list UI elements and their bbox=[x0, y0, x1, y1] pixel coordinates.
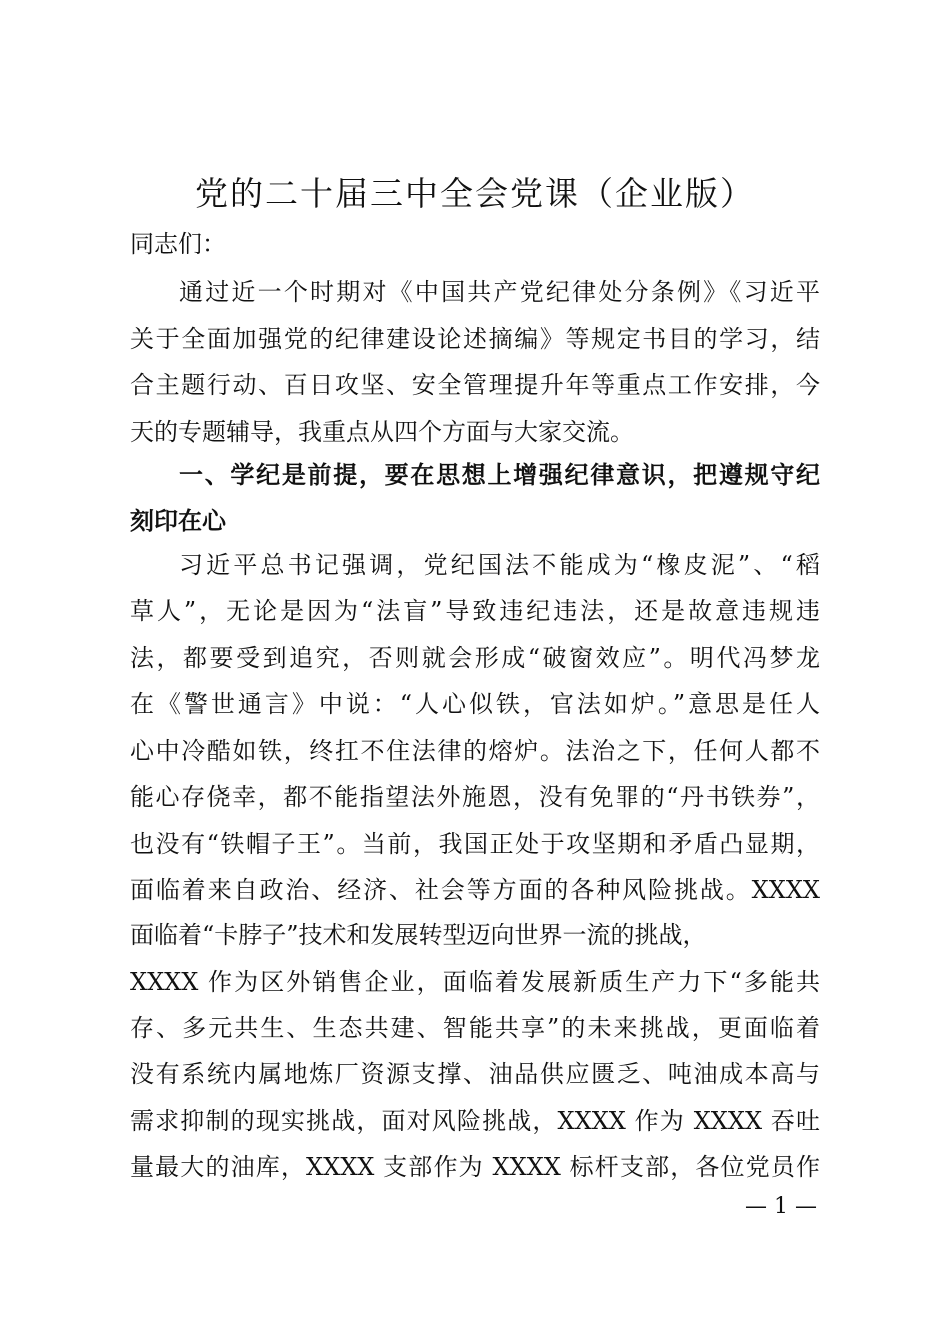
body-line: 需求抑制的现实挑战，面对风险挑战，XXXX 作为 XXXX 吞吐 bbox=[130, 1107, 820, 1135]
body-line: 没有系统内属地炼厂资源支撑、油品供应匮乏、吨油成本高与 bbox=[130, 1060, 820, 1088]
document-title: 党的二十届三中全会党课（企业版） bbox=[195, 174, 755, 213]
body-line: 量最大的油库，XXXX 支部作为 XXXX 标杆支部，各位党员作 bbox=[130, 1153, 820, 1181]
section-heading-line: 一、学纪是前提，要在思想上增强纪律意识，把遵规守纪 bbox=[179, 461, 820, 489]
body-line: 草人”，无论是因为“法盲”导致违纪违法，还是故意违规违 bbox=[130, 597, 820, 625]
intro-line: 通过近一个时期对《中国共产党纪律处分条例》《习近平 bbox=[179, 278, 820, 306]
page-number: — 1 — bbox=[745, 1194, 817, 1219]
intro-line: 合主题行动、百日攻坚、安全管理提升年等重点工作安排，今 bbox=[130, 371, 820, 399]
body-line: 习近平总书记强调，党纪国法不能成为“橡皮泥”、“稻 bbox=[179, 551, 820, 579]
body-line: 在《警世通言》中说：“人心似铁，官法如炉。”意思是任人 bbox=[130, 690, 820, 718]
body-line: 面临着来自政治、经济、社会等方面的各种风险挑战。XXXX bbox=[130, 876, 820, 904]
body-line: 能心存侥幸，都不能指望法外施恩，没有免罪的“丹书铁券”， bbox=[130, 783, 820, 811]
intro-line: 天的专题辅导，我重点从四个方面与大家交流。 bbox=[130, 418, 634, 446]
body-line: 法，都要受到追究，否则就会形成“破窗效应”。明代冯梦龙 bbox=[130, 644, 820, 672]
greeting: 同志们： bbox=[130, 230, 226, 258]
section-heading-line: 刻印在心 bbox=[130, 507, 226, 535]
intro-line: 关于全面加强党的纪律建设论述摘编》等规定书目的学习，结 bbox=[130, 325, 820, 353]
body-line: 也没有“铁帽子王”。当前，我国正处于攻坚期和矛盾凸显期， bbox=[130, 830, 820, 858]
body-line: XXXX 作为区外销售企业，面临着发展新质生产力下“多能共 bbox=[130, 968, 820, 996]
body-line: 面临着“卡脖子”技术和发展转型迈向世界一流的挑战， bbox=[130, 921, 707, 949]
body-line: 存、多元共生、生态共建、智能共享”的未来挑战，更面临着 bbox=[130, 1014, 820, 1042]
body-line: 心中冷酷如铁，终扛不住法律的熔炉。法治之下，任何人都不 bbox=[130, 737, 820, 765]
